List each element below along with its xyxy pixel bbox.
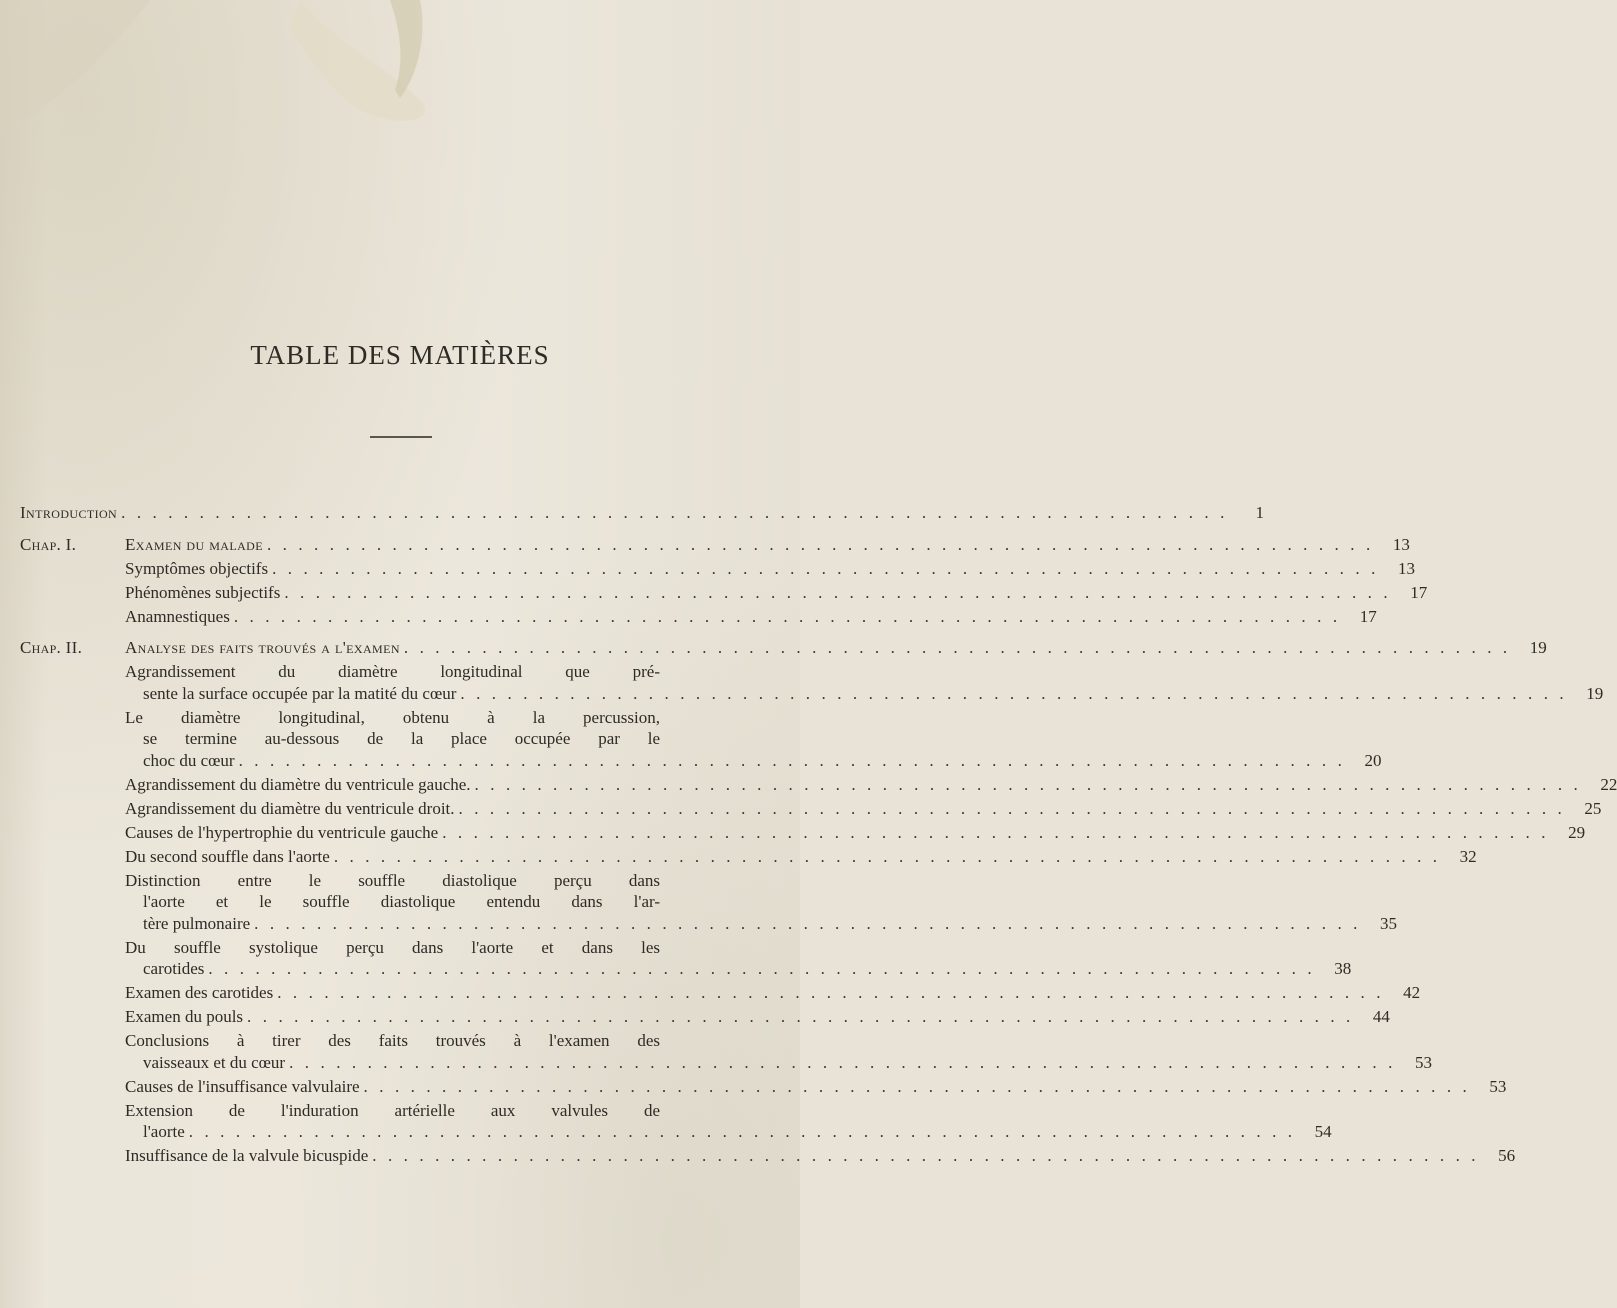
toc-page-number: 29: [1568, 822, 1586, 842]
toc-page-number: 56: [1498, 1146, 1516, 1165]
toc-entry: [20, 1076, 1507, 1098]
toc-entry-text: Phénomènes subjectifs: [125, 582, 281, 602]
leader-dots: [460, 683, 1567, 705]
toc-page-number: 53: [1414, 1052, 1432, 1072]
toc-entry-text: Examen du pouls: [125, 1007, 244, 1026]
toc-entry: [20, 822, 1586, 844]
page-stain-decoration: [0, 0, 440, 180]
toc-page-number: 17: [1410, 582, 1428, 602]
toc-entry-text: Du second souffle dans l'aorte: [125, 846, 330, 866]
toc-page-number: 1: [1255, 503, 1264, 522]
toc-entry-text-line: Extension de l'induration artérielle aux valvules de: [125, 1100, 660, 1120]
toc-entry: [20, 1100, 1332, 1143]
toc-entry: [20, 937, 1352, 980]
toc-entry-text: Agrandissement du diamètre du ventricule gauche.: [125, 774, 471, 794]
leader-dots: [272, 558, 1379, 580]
leader-dots: [208, 958, 1315, 980]
toc-page-number: 32: [1459, 846, 1477, 866]
toc-page-number: 42: [1403, 983, 1421, 1002]
toc-page-number: 22: [1600, 774, 1617, 794]
toc-entry: [20, 582, 1428, 604]
toc-entry-text: Anamnestiques: [125, 606, 230, 626]
toc-entry: [20, 558, 1415, 580]
toc-entry-text: Causes de l'insuffisance valvulaire: [125, 1076, 360, 1096]
toc-entry-text: Insuffisance de la valvule bicuspide: [125, 1146, 369, 1165]
leader-dots: [267, 534, 1374, 556]
toc-entry: [20, 846, 1477, 868]
toc-page-number: 20: [1364, 750, 1382, 770]
toc-entry: [20, 1030, 1432, 1073]
chapter-heading-text: Examen du malade: [125, 534, 263, 554]
toc-entry-text-line: Du souffle systolique perçu dans l'aorte et dans les: [125, 937, 660, 957]
toc-entry-text: sente la surface occupée par la matité du cœur: [143, 683, 457, 703]
toc-page-number: 17: [1359, 606, 1377, 626]
leader-dots: [364, 1076, 1471, 1098]
toc-entry-text-line: Conclusions à tirer des faits trouvés à l'examen des: [125, 1031, 660, 1050]
toc-entry-text-line: Le diamètre longitudinal, obtenu à la percussion,: [125, 707, 660, 727]
toc-page-number: 38: [1334, 959, 1352, 978]
chapter-label: Chap. II.: [20, 638, 83, 657]
leader-dots: [189, 1121, 1296, 1143]
toc-entry: [20, 798, 1602, 820]
toc-page-number: 54: [1314, 1122, 1332, 1141]
leader-dots: [234, 606, 1341, 628]
toc-entry-text: Examen des carotides: [125, 983, 274, 1002]
toc-entry: [20, 1006, 1390, 1028]
chapter-heading-text: Analyse des faits trouvés a l'examen: [125, 638, 400, 657]
toc-page-number: 19: [1529, 638, 1547, 657]
toc-entry: [20, 707, 1382, 772]
toc-page-number: 25: [1584, 798, 1602, 818]
leader-dots: [247, 1006, 1354, 1028]
toc-chapter-heading: [20, 637, 1547, 659]
leader-dots: [404, 637, 1511, 659]
leader-dots: [289, 1052, 1396, 1074]
toc-entry-text: l'aorte: [143, 1122, 185, 1141]
toc-entry-text-line: se termine au-dessous de la place occupée par le: [143, 729, 660, 748]
toc-entry-text: Symptômes objectifs: [125, 558, 269, 578]
toc-entry-text: choc du cœur: [143, 750, 235, 770]
page-title: TABLE DES MATIÈRES: [250, 340, 550, 370]
toc-page-number: 19: [1586, 683, 1604, 703]
toc-page-number: 13: [1397, 558, 1415, 578]
title-divider: [370, 436, 432, 438]
chapter-label: Chap. I.: [20, 534, 77, 554]
toc-entry-label: Introduction: [20, 503, 118, 522]
toc-entry: [20, 661, 1604, 704]
leader-dots: [239, 750, 1346, 772]
leader-dots: [284, 582, 1391, 604]
leader-dots: [254, 913, 1361, 935]
toc-entry-text: carotides: [143, 959, 205, 978]
leader-dots: [277, 982, 1384, 1004]
toc-entry-text: vaisseaux et du cœur: [143, 1052, 286, 1072]
toc-entry: [20, 982, 1421, 1004]
toc-entry: [20, 606, 1377, 628]
toc-page-number: 35: [1380, 913, 1398, 933]
leader-dots: [442, 822, 1549, 844]
leader-dots: [334, 846, 1441, 868]
toc-entry-text: tère pulmonaire: [143, 913, 251, 933]
leader-dots: [475, 774, 1582, 796]
leader-dots: [459, 798, 1566, 820]
toc-entry-text-line: Agrandissement du diamètre longitudinal que pré-: [125, 662, 660, 681]
toc-entry: [20, 1145, 1516, 1167]
toc-entry-text: Agrandissement du diamètre du ventricule droit.: [125, 798, 455, 818]
toc-entry-introduction: [20, 502, 1264, 524]
toc-entry-text: Causes de l'hypertrophie du ventricule gauche: [125, 822, 439, 842]
toc-page-number: 53: [1489, 1076, 1507, 1096]
toc-page-number: 13: [1392, 534, 1410, 554]
toc-page-number: 44: [1372, 1007, 1390, 1026]
toc-entry: [20, 774, 1617, 796]
leader-dots: [372, 1145, 1479, 1167]
toc-entry-text-line: l'aorte et le souffle diastolique entendu dans l'ar-: [143, 892, 660, 911]
toc-entry-text-line: Distinction entre le souffle diastolique perçu dans: [125, 870, 660, 890]
leader-dots: [121, 502, 1228, 524]
table-of-contents: [20, 502, 1617, 1169]
toc-chapter-heading: [20, 534, 1410, 556]
toc-entry: [20, 870, 1398, 935]
